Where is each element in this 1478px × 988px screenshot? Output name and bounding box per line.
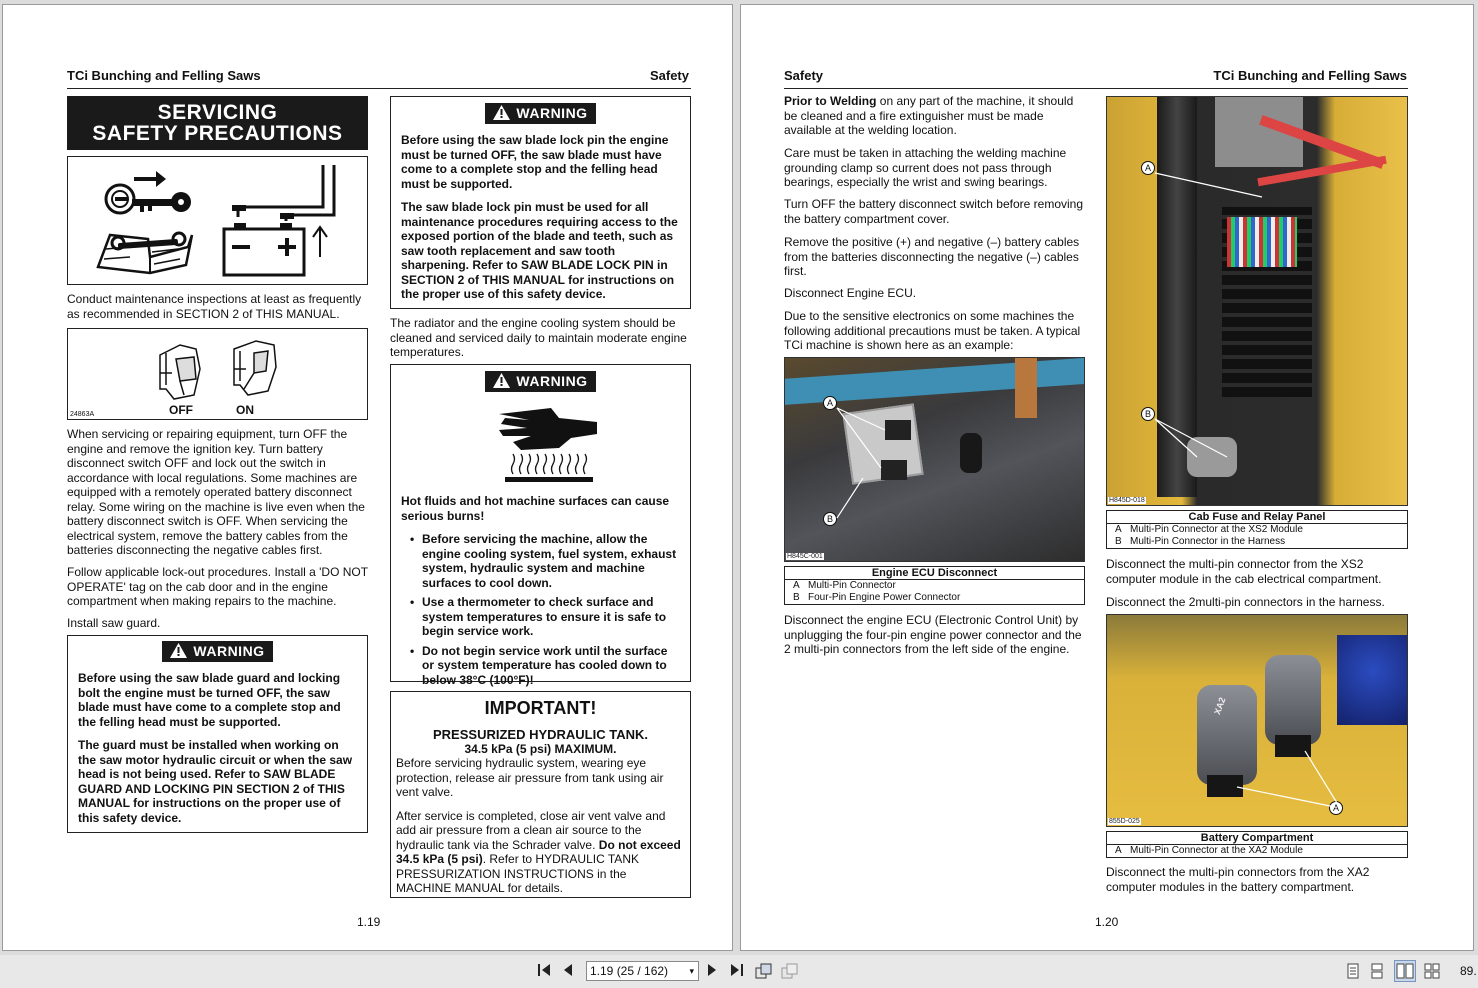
hot-surfaces-intro: Hot fluids and hot machine surfaces can cause serious burns! xyxy=(401,494,670,523)
welding-rest: on any part of the machine, it should be cleaned and a fire extinguisher must be made available at the welding location. xyxy=(784,94,1074,137)
disconnect-ecu-paragraph: Disconnect Engine ECU. xyxy=(784,286,917,300)
hot-surface-hand-icon xyxy=(401,396,680,486)
callout-b: B xyxy=(823,512,837,526)
header-rule xyxy=(67,88,691,89)
warning-lock-pin xyxy=(390,96,691,309)
next-page-button[interactable] xyxy=(706,963,718,980)
warning-triangle-icon xyxy=(493,105,510,120)
caption-row xyxy=(1107,524,1407,536)
facing-pages-icon xyxy=(1396,963,1414,979)
page-number-value: 1.19 (25 / 162) xyxy=(590,964,669,978)
important-text-1: Before servicing hydraulic system, wearing eye protection, release air pressure from tank using air vent valve. xyxy=(396,756,664,799)
warn-guard-text-2: The guard must be installed when working on the saw motor hydraulic circuit or when the saw head is not being used. Refer to SAW BLADE GUARD AND LOCKING PIN SECTION 2 of THIS MANUAL for instructions on the proper use of this safety device. xyxy=(78,738,353,825)
continuous-facing-view-button[interactable] xyxy=(1424,963,1440,982)
important-text-2c: . Refer to HYDRAULIC TANK PRESSURIZATION INSTRUCTIONS in the MACHINE MANUAL for details. xyxy=(396,852,639,895)
engine-ecu-photo xyxy=(784,357,1085,562)
battery-disconnect-switch-icon xyxy=(68,329,367,419)
continuous-facing-icon xyxy=(1424,963,1440,979)
warning-triangle-icon xyxy=(170,643,187,658)
list-item: • Before servicing the machine, allow the engine cooling system, fuel system, exhaust system, hydraulic system and machine surfaces to cool down. xyxy=(401,532,680,590)
callout-lines xyxy=(785,358,1085,562)
callout-lines xyxy=(1107,97,1408,506)
continuous-page-icon xyxy=(1370,963,1384,979)
warn-pin-text-1: Before using the saw blade lock pin the engine must be turned OFF, the saw blade must have come to a complete stop and the felling head must be supported. xyxy=(401,133,669,191)
radiator-paragraph: The radiator and the engine cooling system should be cleaned and serviced daily to maintain moderate engine temperatures. xyxy=(390,316,687,359)
caption-value: Four-Pin Engine Power Connector xyxy=(808,592,961,603)
callout-a: A xyxy=(823,396,837,410)
caption-key: A xyxy=(1115,524,1122,535)
callout-lines xyxy=(1107,615,1408,827)
page-header-section: Safety xyxy=(649,68,689,83)
warning-triangle-icon xyxy=(493,373,510,388)
warning-badge xyxy=(162,641,272,662)
caption-value: Multi-Pin Connector xyxy=(808,580,896,591)
chevron-down-icon[interactable]: ▾ xyxy=(689,966,694,976)
facing-pages-view-button[interactable] xyxy=(1394,960,1416,982)
warn-pin-text-2: The saw blade lock pin must be used for all maintenance procedures requiring access to the exposed portion of the blade and teeth, such as saw tooth replacement and saw tooth sharpening. Refer to SAW BLADE LOCK PIN in SECTION 2 of THIS MANUAL for instructions on the proper use of this safety device. xyxy=(401,200,678,301)
page-header-title: TCi Bunching and Felling Saws xyxy=(1213,68,1407,83)
forward-view-icon xyxy=(781,963,799,979)
caption-row xyxy=(785,592,1084,604)
title-line-2: SAFETY PRECAUTIONS xyxy=(92,122,343,145)
saw-guard-paragraph: Install saw guard. xyxy=(67,616,161,630)
figure-id: H845C-001 xyxy=(787,553,823,560)
cab-caption-table xyxy=(1106,510,1408,549)
important-subtitle-2: 34.5 kPa (5 psi) MAXIMUM. xyxy=(464,742,617,756)
important-text-2 xyxy=(396,809,685,896)
warning-badge xyxy=(485,103,595,124)
caption-key: B xyxy=(1115,536,1122,547)
battery-switch-figure xyxy=(67,328,368,420)
warning-label: WARNING xyxy=(516,373,588,389)
header-rule xyxy=(784,88,1408,89)
previous-page-button[interactable] xyxy=(562,963,574,980)
warning-hot-surfaces xyxy=(390,364,691,687)
list-item: • Use a thermometer to check surface and system temperatures to ensure it is safe to begin service work. xyxy=(401,595,680,639)
page-header-title: TCi Bunching and Felling Saws xyxy=(67,68,261,83)
important-text-2b: Do not exceed 34.5 kPa (5 psi) xyxy=(396,837,681,866)
switch-on-label: ON xyxy=(236,403,254,417)
figure-id: 24863A xyxy=(70,411,95,418)
callout-a: A xyxy=(1141,161,1155,175)
battery-compartment-photo xyxy=(1106,614,1408,827)
single-page-icon xyxy=(1346,963,1360,979)
lockout-paragraph: Follow applicable lock-out procedures. Install a 'DO NOT OPERATE' tag on the cab door and in the engine compartment when making repairs to the machine. xyxy=(67,565,368,608)
continuous-view-button[interactable] xyxy=(1370,963,1384,982)
turnoff-paragraph: Turn OFF the battery disconnect switch before removing the battery compartment cover. xyxy=(784,197,1084,226)
single-page-view-button[interactable] xyxy=(1346,963,1360,982)
title-line-1: SERVICING xyxy=(157,101,278,124)
servicing-paragraph: When servicing or repairing equipment, turn OFF the engine and remove the ignition key. Turn battery disconnect switch OFF and lock out the switch in accordance with local regulations. Some machines are equipped with a remotely operated battery disconnect relay. Some wiring on the machine is live even when the battery disconnect switch is OFF. When servicing the electrical system, remove the battery cables from the batteries disconnecting the negative cables first. xyxy=(67,427,365,557)
sensitive-electronics-paragraph: Due to the sensitive electronics on some machines the following additional precautions must be taken. A typical TCi machine is shown here as an example: xyxy=(784,309,1081,352)
harness-paragraph: Disconnect the 2multi-pin connectors in the harness. xyxy=(1106,595,1385,609)
switch-off-label: OFF xyxy=(169,403,193,417)
xs2-paragraph: Disconnect the multi-pin connector from the XS2 computer module in the cab electrical compartment. xyxy=(1106,557,1382,586)
list-item: • Do not begin service work until the surface or system temperature has cooled down to below 38°C (100°F)! xyxy=(401,644,680,688)
page-number: 1.20 xyxy=(1095,915,1119,929)
callout-b: B xyxy=(1141,407,1155,421)
figure-id: 855D-025 xyxy=(1109,818,1140,825)
caption-value: Multi-Pin Connector in the Harness xyxy=(1130,536,1286,547)
previous-page-icon xyxy=(562,963,574,977)
clamp-paragraph: Care must be taken in attaching the welding machine grounding clamp so current does not pass through bearings, especially the wrist and swing bearings. xyxy=(784,146,1067,189)
warning-badge xyxy=(485,371,595,392)
ecu-detail-paragraph: Disconnect the engine ECU (Electronic Control Unit) by unplugging the four-pin engine power connector and the 2 multi-pin connectors from the left side of the engine. xyxy=(784,613,1082,656)
cab-fuse-relay-photo xyxy=(1106,96,1408,506)
caption-value: Multi-Pin Connector at the XA2 Module xyxy=(1130,845,1303,856)
caption-value: Multi-Pin Connector at the XS2 Module xyxy=(1130,524,1303,535)
caption-key: A xyxy=(793,580,800,591)
zoom-level[interactable]: 89. xyxy=(1460,964,1477,978)
last-page-button[interactable] xyxy=(730,963,744,980)
hot-surfaces-list xyxy=(401,532,680,687)
go-forward-view-button[interactable] xyxy=(781,963,799,982)
figure-id: H845D-018 xyxy=(1109,497,1145,504)
first-page-icon xyxy=(537,963,551,977)
safety-icons-figure xyxy=(67,156,368,285)
left-page xyxy=(2,4,733,951)
caption-row xyxy=(1107,536,1407,548)
warning-label: WARNING xyxy=(516,105,588,121)
caption-row xyxy=(785,580,1084,592)
callout-a: A xyxy=(1329,801,1343,815)
last-page-icon xyxy=(730,963,744,977)
section-title-banner xyxy=(67,96,368,150)
caption-title: Engine ECU Disconnect xyxy=(785,567,1084,580)
next-page-icon xyxy=(706,963,718,977)
caption-row xyxy=(1107,845,1407,857)
caption-key: A xyxy=(1115,845,1122,856)
page-header-section: Safety xyxy=(784,68,824,83)
important-hydraulic-tank xyxy=(390,691,691,898)
inspection-paragraph: Conduct maintenance inspections at least as frequently as recommended in SECTION 2 of THIS MANUAL. xyxy=(67,292,362,321)
caption-title: Cab Fuse and Relay Panel xyxy=(1107,511,1407,524)
warning-label: WARNING xyxy=(193,643,265,659)
warn-guard-text-1: Before using the saw blade guard and locking bolt the engine must be turned OFF, the saw blade must have come to a complete stop and the felling head must be supported. xyxy=(78,671,341,729)
go-back-view-button[interactable] xyxy=(755,963,773,982)
caption-title: Battery Compartment xyxy=(1107,832,1407,845)
page-number: 1.19 xyxy=(357,915,381,929)
important-title: IMPORTANT! xyxy=(484,698,597,718)
right-page xyxy=(740,4,1474,951)
important-subtitle-1: PRESSURIZED HYDRAULIC TANK. xyxy=(433,727,648,742)
back-view-icon xyxy=(755,963,773,979)
remove-cables-paragraph: Remove the positive (+) and negative (–) battery cables from the batteries disconnecting the negative (–) cables first. xyxy=(784,235,1080,278)
caption-key: B xyxy=(793,592,800,603)
xa2-paragraph: Disconnect the multi-pin connectors from the XA2 computer modules in the battery compartment. xyxy=(1106,865,1370,894)
welding-lead: Prior to Welding xyxy=(784,94,877,108)
ecu-caption-table xyxy=(784,566,1085,605)
page-number-field[interactable] xyxy=(586,961,699,981)
first-page-button[interactable] xyxy=(537,963,551,980)
important-text-2a: After service is completed, close air vent valve and add air pressure from a clean air source to the hydraulic tank via the Schrader valve. xyxy=(396,808,666,852)
warning-saw-guard xyxy=(67,635,368,833)
xa2-label: XA2 xyxy=(1212,696,1228,716)
viewer-toolbar xyxy=(0,955,1478,988)
key-book-battery-icons xyxy=(68,157,367,284)
welding-paragraph xyxy=(784,94,1084,138)
battery-caption-table xyxy=(1106,831,1408,858)
